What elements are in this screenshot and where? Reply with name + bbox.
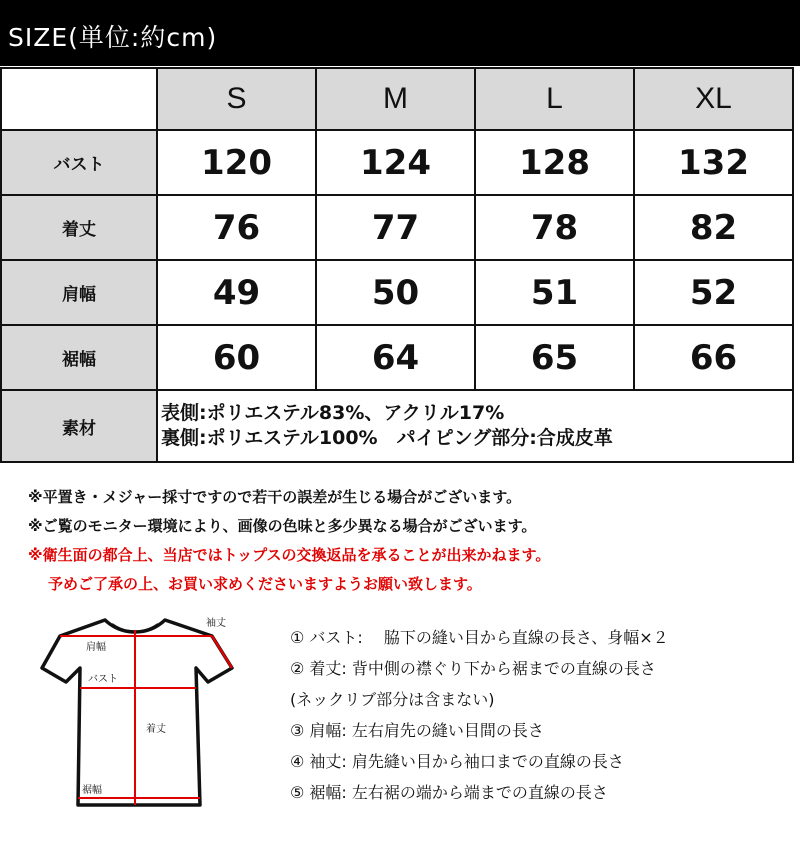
cell-value: 65 (475, 325, 634, 390)
cell-value: 82 (634, 195, 793, 260)
cell-value: 64 (316, 325, 475, 390)
label-bust: バスト (88, 674, 118, 685)
corner-cell (1, 68, 157, 130)
measurement-legend (290, 622, 669, 808)
cell-value: 49 (157, 260, 316, 325)
label-length: 着丈 (146, 724, 166, 735)
label-shoulder: 肩幅 (86, 642, 106, 653)
material-cell (157, 390, 793, 462)
table-row (1, 195, 793, 260)
size-header-s: S (157, 68, 316, 130)
cell-value: 50 (316, 260, 475, 325)
cell-value: 76 (157, 195, 316, 260)
size-header-xl: XL (634, 68, 793, 130)
cell-value: 51 (475, 260, 634, 325)
row-label-length: 着丈 (1, 195, 157, 260)
size-header-row (1, 68, 793, 130)
note-monitor: ※ご覧のモニター環境により、画像の色味と多少異なる場合がございます。 (28, 517, 537, 535)
size-header-m: M (316, 68, 475, 130)
tshirt-outline (42, 620, 232, 805)
cell-value: 66 (634, 325, 793, 390)
material-line-inner: 裏側:ポリエステル100% パイピング部分:合成皮革 (161, 427, 613, 449)
material-line-outer: 表側:ポリエステル83%、アクリル17% (161, 402, 505, 424)
cell-value: 60 (157, 325, 316, 390)
row-label-hem: 裾幅 (1, 325, 157, 390)
material-row (1, 390, 793, 462)
cell-value: 124 (316, 130, 475, 195)
table-row (1, 260, 793, 325)
legend-length: ② 着丈: 背中側の襟ぐり下から裾までの直線の長さ (290, 659, 656, 678)
row-label-material: 素材 (1, 390, 157, 462)
cell-value: 128 (475, 130, 634, 195)
legend-hem: ⑤ 裾幅: 左右裾の端から端までの直線の長さ (290, 783, 608, 802)
cell-value: 132 (634, 130, 793, 195)
table-row (1, 325, 793, 390)
legend-shoulder: ③ 肩幅: 左右肩先の縫い目間の長さ (290, 721, 544, 740)
title-bar (0, 0, 800, 66)
size-header-l: L (475, 68, 634, 130)
label-sleeve: 袖丈 (206, 618, 226, 629)
label-hem: 裾幅 (82, 785, 102, 796)
notes (28, 483, 550, 599)
cell-value: 52 (634, 260, 793, 325)
note-no-returns: ※衛生面の都合上、当店ではトップスの交換返品を承ることが出来かねます。 (28, 546, 551, 564)
cell-value: 78 (475, 195, 634, 260)
table-row (1, 130, 793, 195)
legend-sleeve: ④ 袖丈: 肩先縫い目から袖口までの直線の長さ (290, 752, 624, 771)
legend-length-note: (ネックリブ部分は含まない) (290, 690, 495, 709)
cell-value: 77 (316, 195, 475, 260)
row-label-bust: バスト (1, 130, 157, 195)
row-label-shoulder: 肩幅 (1, 260, 157, 325)
note-measurement: ※平置き・メジャー採寸ですので若干の誤差が生じる場合がございます。 (28, 488, 522, 506)
cell-value: 120 (157, 130, 316, 195)
size-table (0, 67, 794, 463)
tshirt-measurement-diagram (30, 610, 265, 810)
legend-bust: ① バスト: 脇下の縫い目から直線の長さ、身幅×２ (290, 628, 669, 647)
page-title: SIZE(単位:約cm) (8, 23, 218, 52)
note-apology: 予めご了承の上、お買い求めくださいますようお願い致します。 (48, 575, 482, 593)
